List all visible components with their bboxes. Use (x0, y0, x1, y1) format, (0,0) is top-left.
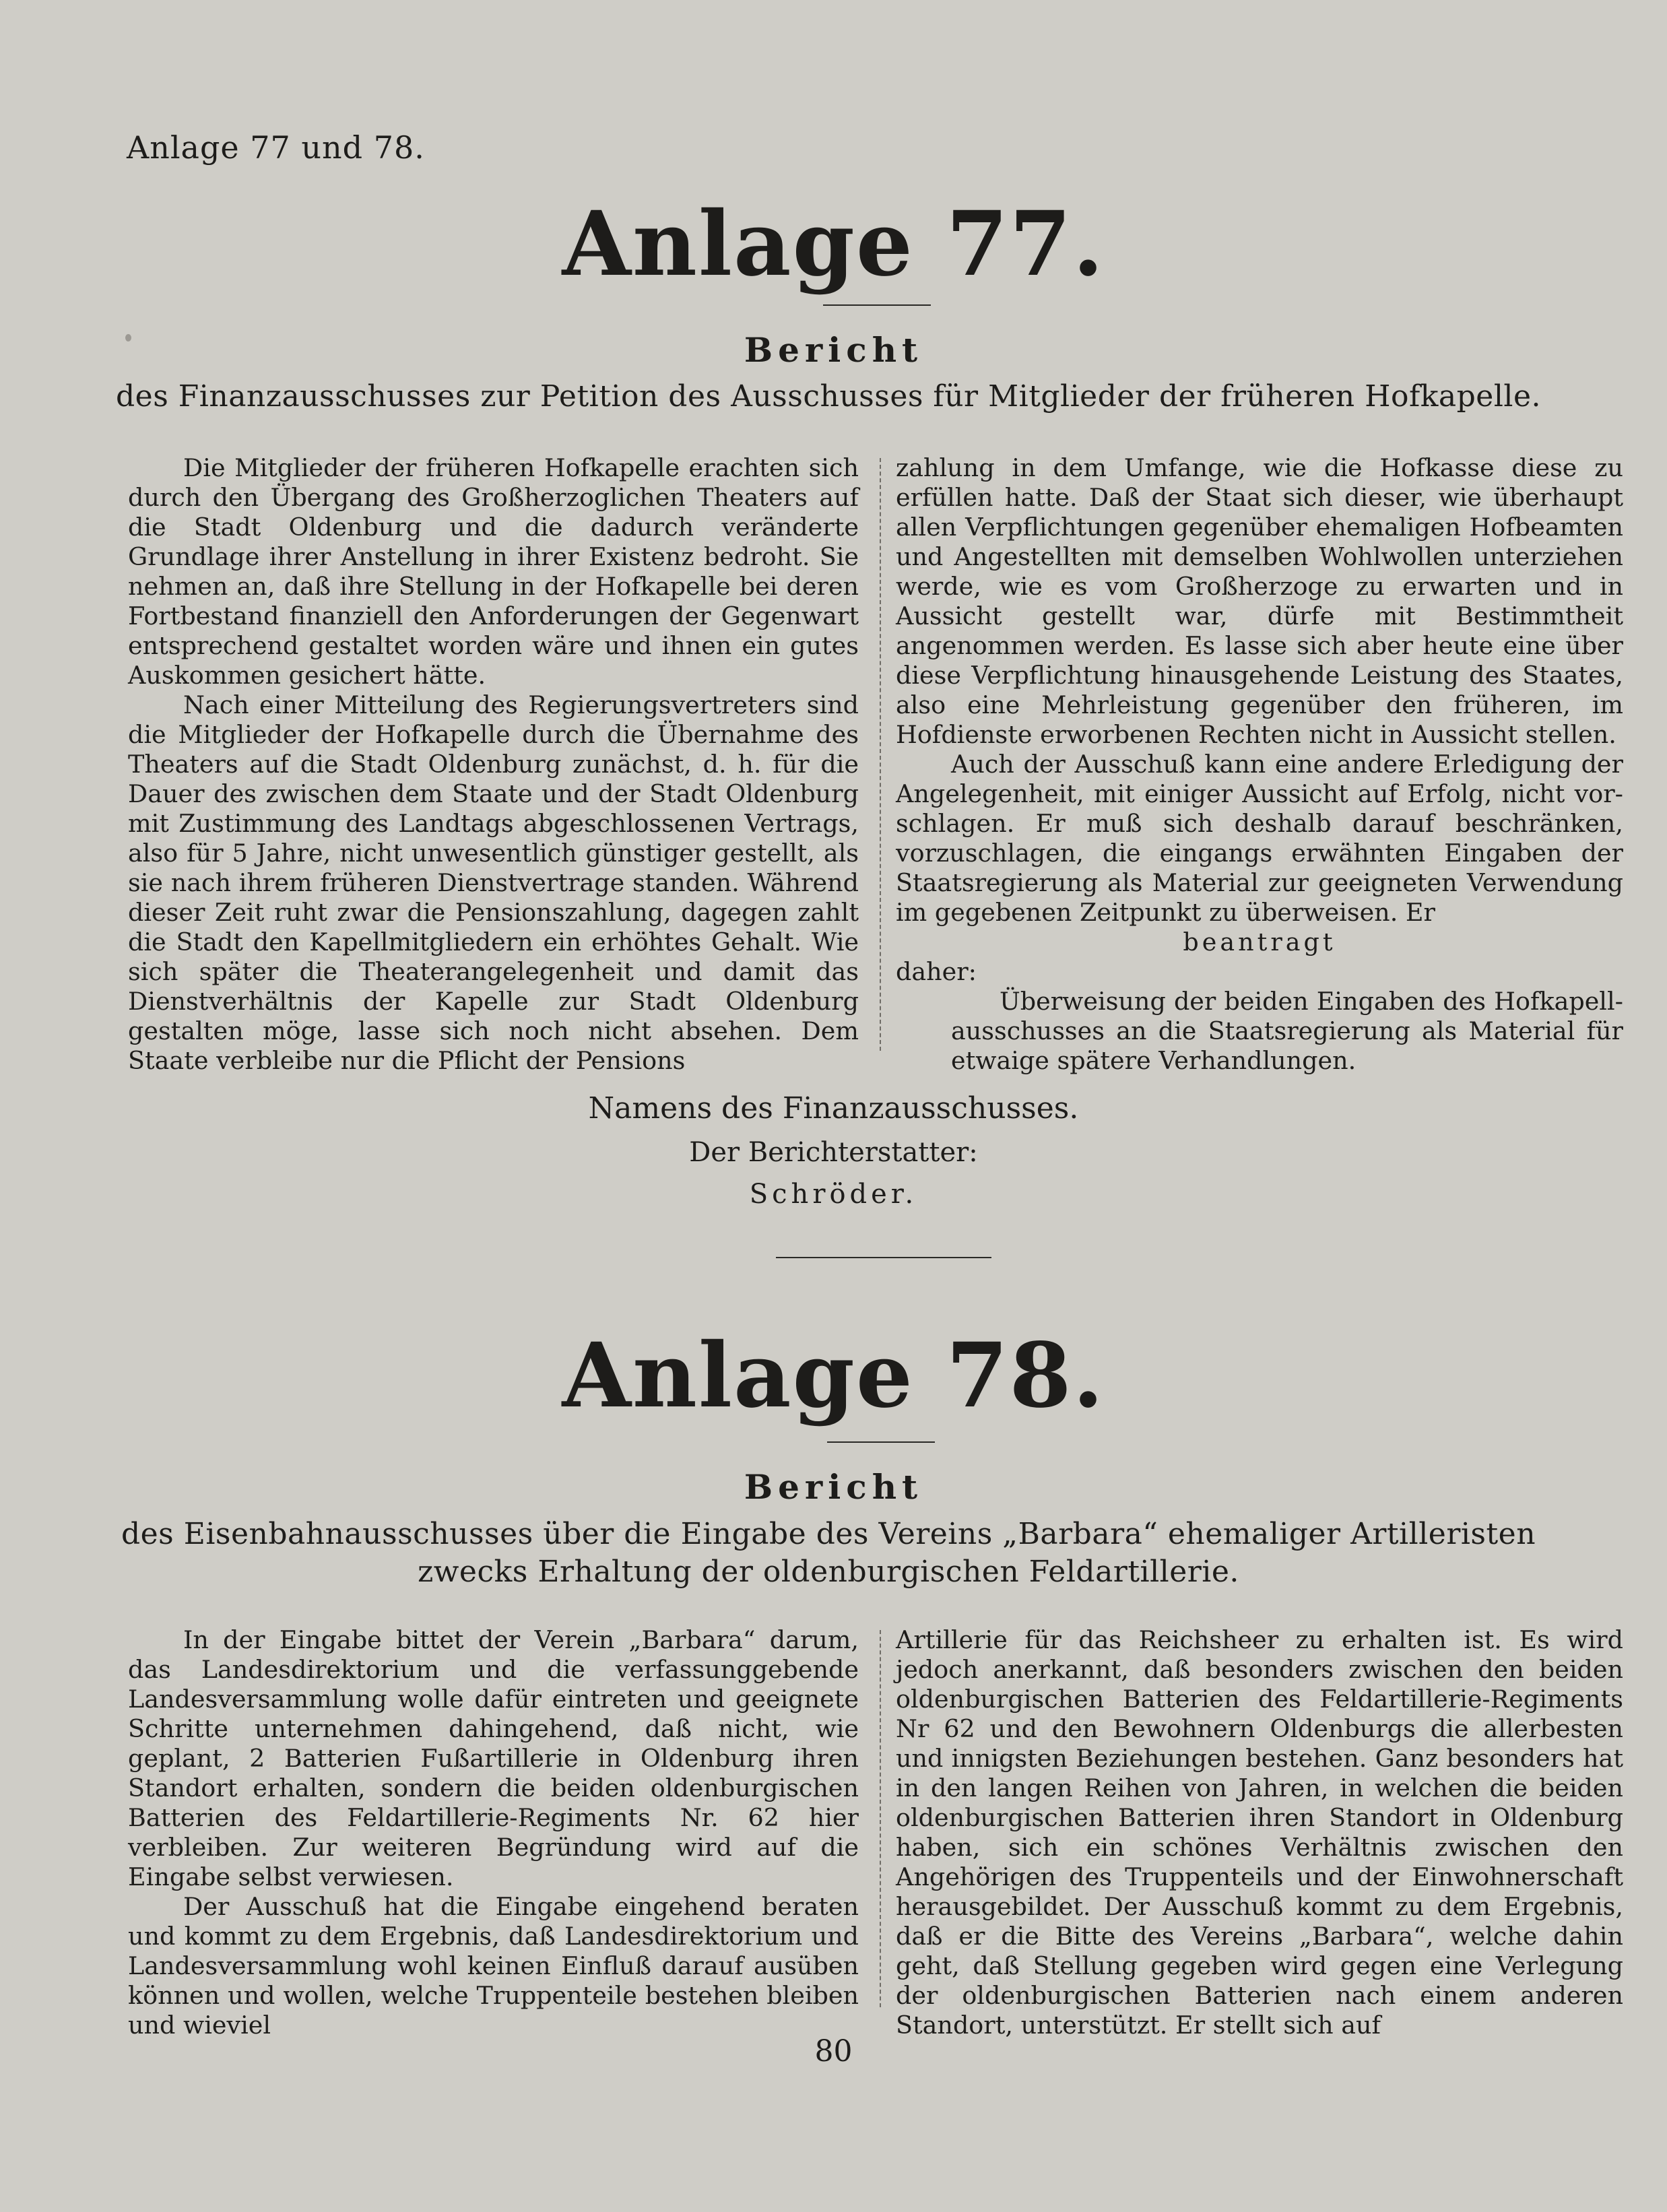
annex-78-heading: Bericht (744, 1467, 923, 1507)
annex-77-right-paragraph-2: Auch der Ausschuß kann eine andere Erledigung der Angelegenheit, mit einiger Aussicht auf Erfolg, nicht vorschlagen. Er muß sich deshalb darauf beschränken, vorzuschlagen, die eingangs erwähnten Eingaben der Staatsregierung als Material zur geeigneten Verwendung im gegebenen Zeitpunkt zu überweisen. Er (896, 750, 1623, 927)
annex-77-beantragt: beantragt (1183, 928, 1336, 956)
annex-78-subtitle: des Eisenbahnausschusses über die Eingabe des Vereins „Barbara“ ehemaliger Artilleristen zwecks Erhaltung der oldenburgischen Feldartillerie. (121, 1517, 1536, 1589)
annex-77-left-paragraph-1: Die Mitglieder der früheren Hofkapelle erachten sich durch den Übergang des Großherzoglichen Theaters auf die Stadt Oldenburg und die dadurch veränderte Grundlage ihrer Anstellung in ihrer Existenz bedroht. Sie nehmen an, daß ihre Stellung in der Hofkapelle bei deren Fortbestand finanziell den Anforderungen der Gegenwart entsprechend gestaltet worden wäre und ihnen ein gutes Auskommen gesichert hätte. (128, 453, 859, 690)
running-head: Anlage 77 und 78. (127, 129, 425, 166)
annex-77-title-rule (823, 304, 931, 306)
annex-78-left-paragraph-2: Der Ausschuß hat die Eingabe eingehend beraten und kommt zu dem Ergebnis, daß Landesdirektorium und Landesversammlung wohl keinen Einfluß darauf ausüben können und wollen, welche Truppenteile bestehen bleiben und wieviel (128, 1892, 859, 2040)
section-separator-rule (776, 1257, 991, 1258)
annex-77-heading: Bericht (744, 330, 923, 370)
annex-77-left-paragraph-2: Nach einer Mitteilung des Regierungsvertreters sind die Mitglieder der Hofkapelle durch die Übernahme des Theaters auf die Stadt Oldenburg zunächst, d. h. für die Dauer des zwischen dem Staate und der Stadt Oldenburg mit Zustimmung des Landtags abgeschlossenen Vertrags, also für 5 Jahre, nicht unwesentlich günstiger gestellt, als sie nach ihrem früheren Dienstvertrage standen. Während dieser Zeit ruht zwar die Pensionszahlung, dagegen zahlt die Stadt den Kapellmitgliedern ein erhöhtes Gehalt. Wie sich später die Theaterangelegenheit und damit das Dienstverhältnis der Kapelle zur Stadt Oldenburg gestalten möge, lasse sich noch nicht absehen. Dem Staate verbleibe nur die Pflicht der Pensions (128, 690, 859, 1075)
annex-78-left-column (128, 1625, 859, 2040)
annex-77-committee-signature: Namens des Finanzausschusses. (588, 1091, 1079, 1126)
annex-78-column-divider (880, 1630, 881, 2007)
annex-78-title: Anlage 78. (562, 1324, 1105, 1428)
annex-77-motion: Überweisung der beiden Eingaben des Hofkapellausschusses an die Staatsregierung als Material für etwaige spätere Verhandlungen. (951, 987, 1623, 1075)
annex-78-right-column (896, 1625, 1623, 2040)
annex-78-right-paragraph-1: Artillerie für das Reichsheer zu erhalten ist. Es wird jedoch anerkannt, daß besonders zwischen den beiden oldenburgischen Batterien des Feldartillerie-Regiments Nr 62 und den Bewohnern Oldenburgs die allerbesten und innigsten Beziehungen bestehen. Ganz besonders hat in den langen Reihen von Jahren, in welchen die beiden oldenburgischen Batterien ihren Standort in Oldenburg haben, sich ein schönes Verhältnis zwischen den Angehörigen des Truppenteils und der Einwohnerschaft herausgebildet. Der Ausschuß kommt zu dem Ergebnis, daß er die Bitte des Vereins „Barbara“, welche dahin geht, daß Stellung gegeben wird gegen eine Verlegung der oldenburgischen Batterien nach einem anderen Standort, unterstützt. Er stellt sich auf (896, 1625, 1623, 2040)
annex-77-subtitle: des Finanzausschusses zur Petition des Ausschusses für Mitglieder der früheren Hofkapelle. (115, 379, 1542, 414)
annex-78-title-rule (827, 1441, 935, 1443)
annex-78-left-paragraph-1: In der Eingabe bittet der Verein „Barbara“ darum, das Landesdirektorium und die verfassunggebende Landesversammlung wolle dafür eintreten und geeignete Schritte unternehmen dahingehend, daß nicht, wie geplant, 2 Batterien Fußartillerie in Oldenburg ihren Standort erhalten, sondern die beiden oldenburgischen Batterien des Feldartillerie-Regiments Nr. 62 hier verbleiben. Zur weiteren Begründung wird auf die Eingabe selbst verwiesen. (128, 1625, 859, 1891)
annex-77-rapporteur-label: Der Berichterstatter: (689, 1137, 978, 1168)
annex-77-right-column (896, 453, 1623, 1076)
annex-77-title: Anlage 77. (562, 192, 1105, 296)
annex-77-daher: daher: (896, 957, 977, 986)
annex-77-right-paragraph-1: zahlung in dem Umfange, wie die Hofkasse diese zu erfüllen hatte. Daß der Staat sich dieser, wie überhaupt allen Verpflichtungen gegenüber ehemaligen Hofbeamten und Angestellten mit demselben Wohlwollen unterziehen werde, wie es vom Großherzoge zu erwarten und in Aussicht gestellt war, dürfe mit Bestimmtheit angenommen werden. Es lasse sich aber heute eine über diese Verpflichtung hinausgehende Leistung des Staates, also eine Mehrleistung gegenüber den früheren, im Hofdienste erworbenen Rechten nicht in Aussicht stellen. (896, 453, 1623, 749)
page-number: 80 (814, 2034, 853, 2069)
annex-77-rapporteur-name: Schröder. (749, 1179, 918, 1210)
annex-77-column-divider (880, 458, 881, 1051)
annex-77-left-column (128, 453, 859, 1076)
